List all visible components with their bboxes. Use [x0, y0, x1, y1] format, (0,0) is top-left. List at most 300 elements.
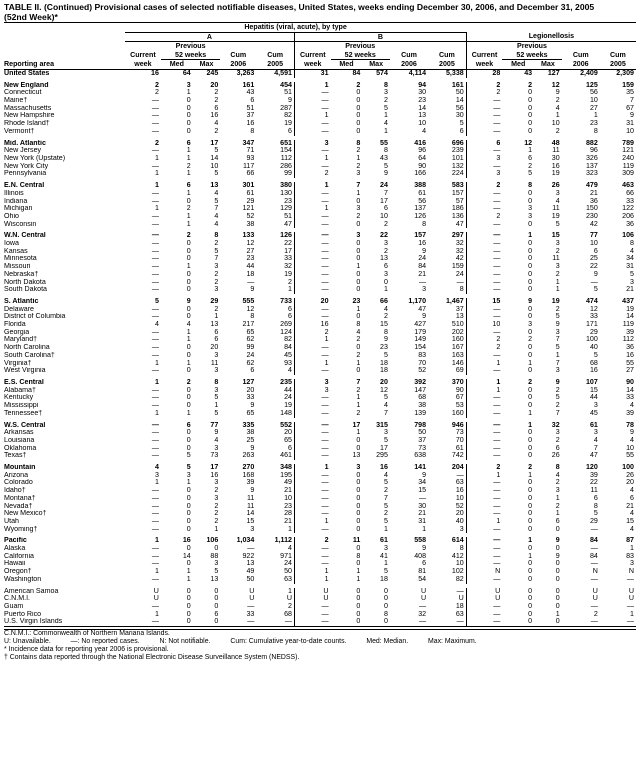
value-cell: 19	[626, 305, 634, 313]
value-cell: 30	[418, 89, 427, 97]
value-cell: 1	[466, 387, 502, 395]
value-cell: 2	[288, 602, 292, 610]
value-cell: 8	[214, 232, 219, 240]
value-cell: 3	[214, 560, 219, 568]
value-cell: 17	[210, 464, 219, 472]
value-cell: —	[151, 255, 159, 263]
value-cell: 21	[626, 286, 634, 294]
value-cell: 6	[555, 517, 560, 525]
value-cell: —	[151, 502, 159, 510]
value-cell: 0	[214, 602, 219, 610]
value-cell: 8	[422, 220, 427, 228]
value-cell: 4	[630, 510, 634, 518]
value-cell: 326	[585, 155, 598, 162]
value-cell: 2	[295, 329, 331, 337]
area-name-cell: Vermont†	[4, 127, 35, 135]
value-cell: 5	[593, 286, 598, 294]
table-row	[4, 190, 636, 198]
value-cell: 54	[418, 575, 427, 583]
value-cell: 1	[295, 112, 331, 120]
value-cell: 2	[466, 182, 502, 190]
value-cell: 2	[555, 270, 560, 278]
value-cell: 0	[356, 595, 361, 603]
value-cell: 61	[418, 189, 427, 197]
value-cell: 2	[356, 409, 361, 417]
value-cell: 10	[455, 494, 464, 502]
value-cell: 19	[284, 270, 292, 278]
value-cell: 16	[551, 162, 560, 170]
value-cell: 23	[380, 344, 388, 352]
value-cell: 21	[418, 510, 427, 518]
table-row	[4, 588, 636, 596]
value-cell: 971	[280, 552, 292, 560]
value-cell: 2,309	[616, 69, 634, 77]
table-row	[4, 120, 636, 128]
value-cell: 0	[186, 278, 191, 286]
value-cell: 12	[246, 305, 255, 313]
value-cell: 5	[383, 517, 388, 525]
value-cell: —	[151, 344, 159, 352]
value-cell: 3	[466, 155, 502, 163]
value-cell: 388	[414, 182, 427, 190]
value-cell: 33	[626, 394, 634, 402]
value-cell: 0	[528, 189, 533, 197]
area-name-cell: Texas†	[4, 452, 27, 460]
value-cell: 33	[589, 313, 598, 321]
value-cell: 0	[555, 525, 560, 533]
value-cell: —	[466, 240, 502, 248]
value-cell: 1	[383, 127, 388, 135]
value-cell: 1	[356, 263, 361, 271]
value-cell: 0	[555, 587, 560, 595]
value-cell: 32	[284, 263, 292, 271]
value-cell: —	[466, 526, 502, 534]
value-cell: 55	[380, 139, 388, 147]
value-cell: 73	[210, 452, 219, 460]
value-cell: 154	[414, 344, 427, 352]
value-cell: 0	[186, 494, 191, 502]
value-cell: 0	[356, 127, 361, 135]
value-cell: 6	[214, 328, 219, 336]
value-cell: 0	[186, 351, 191, 359]
value-cell: 1	[295, 568, 331, 576]
value-cell: 552	[280, 421, 292, 429]
value-cell: 0	[528, 263, 533, 271]
value-cell: 5	[154, 297, 159, 305]
value-cell: —	[466, 205, 502, 213]
table-row	[4, 437, 636, 445]
value-cell: 16	[210, 112, 219, 120]
value-cell: 1	[154, 378, 159, 386]
value-cell: —	[295, 526, 331, 534]
current-header: Current	[466, 51, 502, 60]
value-cell: 0	[555, 575, 560, 583]
value-cell: 0	[356, 97, 361, 105]
value-cell: 6	[593, 247, 598, 255]
value-cell: 106	[206, 537, 219, 545]
value-cell: 2	[383, 487, 388, 495]
value-cell: 19	[284, 120, 292, 128]
value-cell: 0	[186, 560, 191, 568]
value-cell: 22	[589, 263, 598, 271]
value-cell: 0	[528, 120, 533, 128]
value-cell: 217	[242, 321, 255, 329]
area-name-cell: Illinois	[4, 189, 24, 197]
value-cell: 1	[555, 510, 560, 518]
value-cell: 20	[295, 298, 331, 306]
value-cell: 0	[356, 367, 361, 375]
value-cell: —	[466, 410, 502, 418]
value-cell: —	[626, 618, 634, 626]
value-cell: 0	[356, 517, 361, 525]
value-cell: 119	[622, 162, 634, 170]
value-cell: —	[295, 611, 331, 619]
value-cell: 1	[528, 409, 533, 417]
table-body	[4, 69, 636, 626]
value-cell: 0	[186, 402, 191, 410]
value-cell: 0	[528, 575, 533, 583]
value-cell: 0	[528, 510, 533, 518]
value-cell: —	[151, 421, 159, 429]
value-cell: 6	[555, 444, 560, 452]
value-cell: 14	[418, 104, 427, 112]
value-cell: 0	[528, 618, 533, 626]
value-cell: 202	[451, 328, 464, 336]
value-cell: 6	[250, 97, 255, 105]
area-name-cell: California	[4, 552, 34, 560]
value-cell: —	[466, 97, 502, 105]
value-cell: 0	[528, 525, 533, 533]
value-cell: 61	[380, 537, 388, 545]
value-cell: 479	[585, 182, 598, 190]
value-cell: —	[466, 232, 502, 240]
value-cell: 33	[246, 394, 255, 402]
value-cell: 14	[210, 155, 219, 162]
value-cell: U	[592, 595, 598, 603]
value-cell: 0	[214, 595, 219, 603]
value-cell: 34	[626, 255, 634, 263]
area-name-cell: Indiana	[4, 197, 28, 205]
value-cell: 651	[280, 139, 292, 147]
value-cell: —	[590, 618, 598, 626]
value-cell: 297	[451, 232, 464, 240]
value-cell: 11	[552, 205, 560, 213]
value-cell: 0	[356, 197, 361, 205]
value-cell: 6	[422, 560, 427, 568]
value-cell: 474	[585, 297, 598, 305]
area-name-cell: Alabama†	[4, 386, 36, 394]
value-cell: 0	[383, 595, 388, 603]
value-cell: 416	[414, 139, 427, 147]
value-cell: 10	[466, 321, 502, 329]
value-cell: —	[151, 436, 159, 444]
value-cell: 10	[455, 560, 464, 568]
value-cell: —	[247, 618, 255, 626]
value-cell: —	[295, 248, 331, 256]
value-cell: —	[590, 545, 598, 553]
value-cell: 0	[186, 429, 191, 437]
table-row	[4, 155, 636, 163]
value-cell: —	[295, 352, 331, 360]
value-cell: 6	[459, 127, 464, 135]
value-cell: 1	[466, 360, 502, 368]
hepatitis-a-header: A	[125, 32, 295, 42]
table-row	[4, 97, 636, 105]
value-cell: 2	[356, 351, 361, 359]
value-cell: 0	[528, 487, 533, 495]
value-cell: 38	[418, 402, 427, 410]
value-cell: 5	[528, 170, 533, 178]
value-cell: 66	[626, 189, 634, 197]
value-cell: 946	[451, 421, 464, 429]
value-cell: 47	[455, 220, 464, 228]
value-cell: 0	[186, 104, 191, 112]
value-cell: —	[295, 495, 331, 503]
value-cell: 0	[555, 545, 560, 553]
value-cell: 132	[451, 162, 464, 170]
table-row	[4, 240, 636, 248]
value-cell: 100	[585, 336, 598, 344]
area-name-cell: New Mexico†	[4, 510, 47, 518]
value-cell: 4	[214, 220, 219, 228]
value-cell: 148	[280, 409, 292, 417]
table-row	[4, 472, 636, 480]
value-cell: 1	[528, 147, 533, 155]
value-cell: 1	[466, 379, 502, 387]
table-row	[4, 387, 636, 395]
value-cell: 9	[593, 270, 598, 278]
value-cell: 4	[630, 487, 634, 495]
area-name-cell: Hawaii	[4, 560, 26, 568]
value-cell: 3	[555, 429, 560, 437]
value-cell: 20	[380, 378, 388, 386]
value-cell: 1	[295, 464, 331, 472]
value-cell: 15	[589, 386, 598, 394]
value-cell: 70	[455, 436, 464, 444]
value-cell: 130	[280, 189, 292, 197]
value-cell: 2	[555, 436, 560, 444]
value-cell: 1	[383, 112, 388, 120]
value-cell: 0	[186, 444, 191, 452]
max-header: Max	[369, 60, 384, 69]
value-cell: 2	[154, 81, 159, 89]
value-cell: 1	[528, 421, 533, 429]
value-cell: 3	[295, 140, 331, 148]
week-header: week	[134, 60, 152, 69]
value-cell: —	[151, 545, 159, 553]
value-cell: 39	[626, 328, 634, 336]
value-cell: 83	[418, 351, 427, 359]
value-cell: 101	[451, 155, 464, 162]
value-cell: —	[590, 575, 598, 583]
value-cell: 2	[466, 464, 502, 472]
value-cell: 32	[551, 421, 560, 429]
table-row	[4, 82, 636, 90]
value-cell: 7	[214, 205, 219, 213]
value-cell: 33	[246, 610, 255, 618]
value-cell: 0	[356, 255, 361, 263]
table-row	[4, 271, 636, 279]
value-cell: 2	[383, 220, 388, 228]
value-cell: 240	[622, 155, 634, 162]
value-cell: 166	[414, 170, 427, 178]
value-cell: 186	[451, 205, 464, 213]
value-cell: 4	[288, 367, 292, 375]
value-cell: 0	[383, 602, 388, 610]
value-cell: 13	[210, 321, 219, 329]
value-cell: 1	[214, 402, 219, 410]
legionellosis-header: Legionellosis	[466, 32, 636, 42]
value-cell: 24	[418, 255, 427, 263]
table-row	[4, 232, 636, 240]
value-cell: 137	[414, 205, 427, 213]
value-cell: 45	[589, 409, 598, 417]
value-cell: 309	[622, 170, 634, 178]
value-cell: 742	[451, 452, 464, 460]
value-cell: 8	[383, 81, 388, 89]
value-cell: 0	[186, 344, 191, 352]
value-cell: 8	[528, 182, 533, 190]
value-cell: —	[151, 247, 159, 255]
value-cell: 121	[242, 205, 255, 213]
current-header: Current	[295, 51, 331, 60]
area-name-cell: North Dakota	[4, 278, 46, 286]
value-cell: 11	[590, 487, 598, 495]
value-cell: —	[295, 255, 331, 263]
value-cell: 50	[246, 575, 255, 583]
footnotes	[4, 629, 636, 662]
value-cell: 3	[630, 560, 634, 568]
value-cell: 65	[246, 328, 255, 336]
value-cell: 0	[186, 286, 191, 294]
value-cell: 1	[555, 112, 560, 120]
value-cell: 4	[214, 212, 219, 220]
week-header: week	[466, 60, 502, 70]
value-cell: 1	[555, 494, 560, 502]
value-cell: 3	[214, 351, 219, 359]
value-cell: 2	[528, 464, 533, 472]
value-cell: 18	[380, 367, 388, 375]
value-cell: 36	[626, 220, 634, 228]
area-name-cell: Maine†	[4, 97, 28, 105]
value-cell: 287	[280, 104, 292, 112]
value-cell: 0	[214, 587, 219, 595]
value-cell: 129	[280, 205, 292, 213]
area-name-cell: Virginia†	[4, 359, 32, 367]
value-cell: —	[151, 402, 159, 410]
value-cell: 1	[528, 471, 533, 479]
value-cell: —	[151, 487, 159, 495]
area-name-cell: Louisiana	[4, 436, 35, 444]
value-cell: 0	[356, 240, 361, 248]
value-cell: 19	[551, 170, 560, 178]
value-cell: 139	[414, 409, 427, 417]
value-cell: 3	[214, 367, 219, 375]
value-cell: 2	[466, 336, 502, 344]
value-cell: 30	[418, 502, 427, 510]
value-cell: 66	[246, 170, 255, 178]
value-cell: 133	[242, 232, 255, 240]
value-cell: —	[151, 510, 159, 518]
table-row	[4, 352, 636, 360]
value-cell: 461	[280, 452, 292, 460]
value-cell: 1	[555, 610, 560, 618]
value-cell: 1	[630, 545, 634, 553]
value-cell: —	[295, 603, 331, 611]
value-cell: 26	[551, 182, 560, 190]
value-cell: 1	[295, 576, 331, 584]
cum-header: Cum	[572, 51, 589, 60]
value-cell: U	[153, 587, 159, 595]
value-cell: 136	[451, 212, 464, 220]
value-cell: —	[151, 444, 159, 452]
cum-header: Cum	[439, 51, 455, 60]
value-cell: 1	[356, 429, 361, 437]
value-cell: N	[592, 568, 598, 576]
value-cell: 7	[383, 494, 388, 502]
value-cell: 90	[418, 162, 427, 170]
value-cell: 21	[418, 270, 427, 278]
value-cell: 0	[186, 386, 191, 394]
hepatitis-group-header: Hepatitis (viral, acute), by type	[125, 23, 466, 33]
value-cell: 5	[555, 394, 560, 402]
value-cell: 1,034	[236, 537, 255, 545]
year-2005-header: 2005	[439, 60, 455, 69]
value-cell: 9	[528, 297, 533, 305]
value-cell: —	[418, 278, 427, 286]
table-row	[4, 618, 636, 626]
value-cell: —	[466, 545, 502, 553]
value-cell: 4	[288, 545, 292, 553]
value-cell: —	[466, 128, 502, 136]
value-cell: 2	[214, 305, 219, 313]
value-cell: 270	[242, 464, 255, 472]
value-cell: 4	[383, 471, 388, 479]
footnote-dagger: † Contains data reported through the National Electronic Disease Surveillance System (NEDSS).	[4, 654, 300, 662]
value-cell: 0	[528, 452, 533, 460]
value-cell: 12	[246, 240, 255, 248]
value-cell: 43	[246, 89, 255, 97]
value-cell: N	[628, 568, 634, 576]
value-cell: 7	[356, 378, 361, 386]
value-cell: 63	[455, 479, 464, 487]
value-cell: 20	[626, 479, 634, 487]
value-cell: U	[628, 595, 634, 603]
value-cell: —	[466, 603, 502, 611]
value-cell: 1	[555, 351, 560, 359]
value-cell: —	[295, 503, 331, 511]
value-cell: —	[151, 313, 159, 321]
value-cell: 15	[246, 517, 255, 525]
value-cell: 31	[418, 517, 427, 525]
value-cell: 412	[451, 552, 464, 560]
value-cell: 21	[626, 502, 634, 510]
value-cell: 2,409	[580, 69, 598, 77]
value-cell: 9	[555, 89, 560, 97]
value-cell: 0	[528, 436, 533, 444]
value-cell: 370	[451, 378, 464, 386]
area-name-cell: Alaska	[4, 545, 26, 553]
value-cell: —	[151, 386, 159, 394]
value-cell: 16	[246, 120, 255, 128]
value-cell: 27	[589, 104, 598, 112]
value-cell: 38	[246, 429, 255, 437]
value-cell: 15	[551, 232, 560, 240]
value-cell: 0	[356, 120, 361, 128]
value-cell: 9	[383, 336, 388, 344]
value-cell: 84	[284, 344, 292, 352]
value-cell: 7	[356, 182, 361, 190]
